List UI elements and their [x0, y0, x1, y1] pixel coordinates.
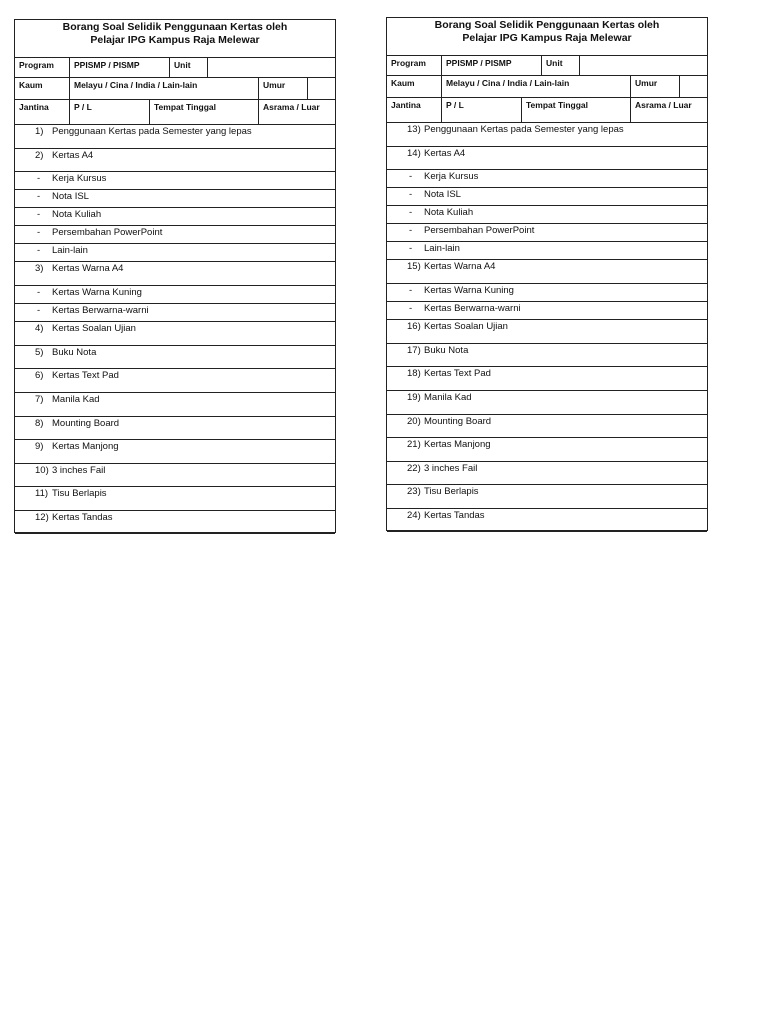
- program-field[interactable]: [579, 56, 707, 75]
- item-label: 3 inches Fail: [52, 465, 106, 476]
- item-number: 22): [407, 463, 421, 474]
- item-number: -: [37, 227, 41, 238]
- jantina-field[interactable]: Asrama / Luar: [258, 100, 335, 124]
- sub-item[interactable]: [387, 206, 707, 224]
- item-label: Lain-lain: [52, 245, 88, 256]
- item-label: 3 inches Fail: [424, 463, 478, 474]
- question-item[interactable]: [15, 322, 335, 346]
- item-label: Kertas A4: [52, 150, 94, 161]
- question-item[interactable]: [387, 415, 707, 438]
- kaum-field[interactable]: [307, 78, 335, 99]
- item-label: Kertas Warna Kuning: [424, 285, 514, 296]
- item-number: 10): [35, 465, 49, 476]
- form-title: [387, 18, 707, 56]
- jantina-label: Jantina: [391, 100, 421, 110]
- kaum-label: Kaum: [19, 80, 43, 90]
- sub-item[interactable]: [15, 190, 335, 208]
- program-field[interactable]: [207, 58, 335, 77]
- item-label: Kertas Manjong: [52, 441, 119, 452]
- question-item[interactable]: [15, 464, 335, 487]
- form-title-line: Pelajar IPG Kampus Raja Melewar: [462, 32, 632, 44]
- item-number: 8): [35, 418, 44, 429]
- item-label: Kertas Soalan Ujian: [52, 323, 136, 334]
- item-label: Persembahan PowerPoint: [52, 227, 163, 238]
- info-row-kaum: [15, 78, 335, 100]
- form-title-line: Borang Soal Selidik Penggunaan Kertas oleh: [434, 19, 660, 31]
- item-number: 12): [35, 512, 49, 523]
- item-number: -: [37, 245, 41, 256]
- item-number: -: [409, 285, 413, 296]
- jantina-field[interactable]: P / L: [441, 98, 521, 122]
- sub-item[interactable]: [387, 284, 707, 302]
- info-row-kaum: [387, 76, 707, 98]
- program-label: Unit: [541, 56, 579, 75]
- info-row-program: [15, 58, 335, 78]
- question-item[interactable]: [15, 125, 335, 149]
- sub-item[interactable]: [15, 304, 335, 322]
- item-number: 3): [35, 263, 44, 274]
- item-number: -: [37, 305, 41, 316]
- question-item[interactable]: [15, 149, 335, 172]
- item-label: Mounting Board: [424, 416, 492, 427]
- question-item[interactable]: [15, 417, 335, 440]
- kaum-field[interactable]: Melayu / Cina / India / Lain-lain: [69, 78, 258, 99]
- item-number: 16): [407, 321, 421, 332]
- question-item[interactable]: [15, 262, 335, 286]
- question-item[interactable]: [387, 485, 707, 509]
- sub-item[interactable]: [15, 208, 335, 226]
- item-number: -: [37, 209, 41, 220]
- item-number: -: [409, 225, 413, 236]
- question-item[interactable]: [15, 393, 335, 417]
- question-item[interactable]: [387, 320, 707, 344]
- item-label: Nota ISL: [52, 191, 89, 202]
- item-label: Kertas Warna Kuning: [52, 287, 142, 298]
- survey-form: [386, 17, 708, 531]
- question-item[interactable]: [387, 438, 707, 462]
- question-item[interactable]: [387, 260, 707, 284]
- item-number: 6): [35, 370, 44, 381]
- jantina-label: Tempat Tinggal: [521, 98, 630, 122]
- item-number: 18): [407, 368, 421, 379]
- item-label: Nota Kuliah: [424, 207, 474, 218]
- sub-item[interactable]: [15, 172, 335, 190]
- sub-item[interactable]: [387, 224, 707, 242]
- jantina-label: Jantina: [19, 102, 49, 112]
- kaum-field[interactable]: Melayu / Cina / India / Lain-lain: [441, 76, 630, 97]
- item-number: 9): [35, 441, 44, 452]
- item-number: -: [409, 207, 413, 218]
- item-number: 5): [35, 347, 44, 358]
- question-item[interactable]: [387, 462, 707, 485]
- item-label: Kertas Text Pad: [52, 370, 119, 381]
- kaum-label: Umur: [258, 78, 307, 99]
- info-row-program: [387, 56, 707, 76]
- item-number: -: [37, 287, 41, 298]
- item-label: Mounting Board: [52, 418, 120, 429]
- kaum-field[interactable]: [679, 76, 707, 97]
- item-number: -: [409, 243, 413, 254]
- form-title-line: Borang Soal Selidik Penggunaan Kertas oleh: [62, 21, 288, 33]
- item-number: 19): [407, 392, 421, 403]
- question-item[interactable]: [387, 367, 707, 391]
- form-title: [15, 20, 335, 58]
- item-label: Nota Kuliah: [52, 209, 102, 220]
- item-label: Lain-lain: [424, 243, 460, 254]
- item-label: Penggunaan Kertas pada Semester yang lepas: [424, 124, 624, 135]
- question-item[interactable]: [387, 147, 707, 170]
- item-number: 20): [407, 416, 421, 427]
- item-label: Penggunaan Kertas pada Semester yang lepas: [52, 126, 252, 137]
- info-row-jantina: [387, 98, 707, 123]
- item-label: Manila Kad: [424, 392, 472, 403]
- item-number: -: [409, 189, 413, 200]
- item-label: Kertas A4: [424, 148, 466, 159]
- item-label: Tisu Berlapis: [424, 486, 479, 497]
- sub-item[interactable]: [387, 302, 707, 320]
- item-label: Manila Kad: [52, 394, 100, 405]
- item-number: 11): [35, 488, 49, 499]
- item-number: 17): [407, 345, 421, 356]
- question-item[interactable]: [15, 346, 335, 369]
- item-label: Kertas Manjong: [424, 439, 491, 450]
- program-field[interactable]: PPISMP / PISMP: [69, 58, 169, 77]
- item-label: Persembahan PowerPoint: [424, 225, 535, 236]
- sub-item[interactable]: [15, 286, 335, 304]
- program-label: Program: [19, 60, 54, 70]
- sub-item[interactable]: [387, 188, 707, 206]
- question-item[interactable]: [15, 369, 335, 393]
- item-label: Kertas Berwarna-warni: [52, 305, 149, 316]
- item-label: Buku Nota: [52, 347, 97, 358]
- item-label: Kertas Text Pad: [424, 368, 491, 379]
- item-label: Kertas Soalan Ujian: [424, 321, 508, 332]
- item-label: Nota ISL: [424, 189, 461, 200]
- item-number: 4): [35, 323, 44, 334]
- question-item[interactable]: [15, 440, 335, 464]
- item-label: Kertas Tandas: [424, 510, 485, 521]
- program-label: Unit: [169, 58, 207, 77]
- jantina-label: Tempat Tinggal: [149, 100, 258, 124]
- program-label: Program: [391, 58, 426, 68]
- item-label: Kerja Kursus: [424, 171, 479, 182]
- item-number: 1): [35, 126, 44, 137]
- question-item[interactable]: [15, 487, 335, 511]
- item-label: Kertas Tandas: [52, 512, 113, 523]
- kaum-label: Kaum: [391, 78, 415, 88]
- kaum-label: Umur: [630, 76, 679, 97]
- item-number: 15): [407, 261, 421, 272]
- item-number: -: [409, 303, 413, 314]
- item-number: 21): [407, 439, 421, 450]
- item-label: Kertas Warna A4: [424, 261, 496, 272]
- item-number: 23): [407, 486, 421, 497]
- item-label: Kertas Warna A4: [52, 263, 124, 274]
- item-number: 13): [407, 124, 421, 135]
- item-number: -: [37, 173, 41, 184]
- question-item[interactable]: [387, 391, 707, 415]
- item-number: -: [409, 171, 413, 182]
- item-number: 2): [35, 150, 44, 161]
- sub-item[interactable]: [15, 244, 335, 262]
- jantina-field[interactable]: Asrama / Luar: [630, 98, 707, 122]
- item-label: Tisu Berlapis: [52, 488, 107, 499]
- item-label: Kertas Berwarna-warni: [424, 303, 521, 314]
- item-number: 24): [407, 510, 421, 521]
- form-title-line: Pelajar IPG Kampus Raja Melewar: [90, 34, 260, 46]
- sub-item[interactable]: [387, 242, 707, 260]
- item-number: 7): [35, 394, 44, 405]
- info-row-jantina: [15, 100, 335, 125]
- item-label: Buku Nota: [424, 345, 469, 356]
- item-number: -: [37, 191, 41, 202]
- question-item[interactable]: [387, 123, 707, 147]
- survey-form: [14, 19, 336, 533]
- item-number: 14): [407, 148, 421, 159]
- question-item[interactable]: [387, 509, 707, 532]
- item-label: Kerja Kursus: [52, 173, 107, 184]
- sub-item[interactable]: [15, 226, 335, 244]
- question-item[interactable]: [15, 511, 335, 534]
- jantina-field[interactable]: P / L: [69, 100, 149, 124]
- sub-item[interactable]: [387, 170, 707, 188]
- program-field[interactable]: PPISMP / PISMP: [441, 56, 541, 75]
- question-item[interactable]: [387, 344, 707, 367]
